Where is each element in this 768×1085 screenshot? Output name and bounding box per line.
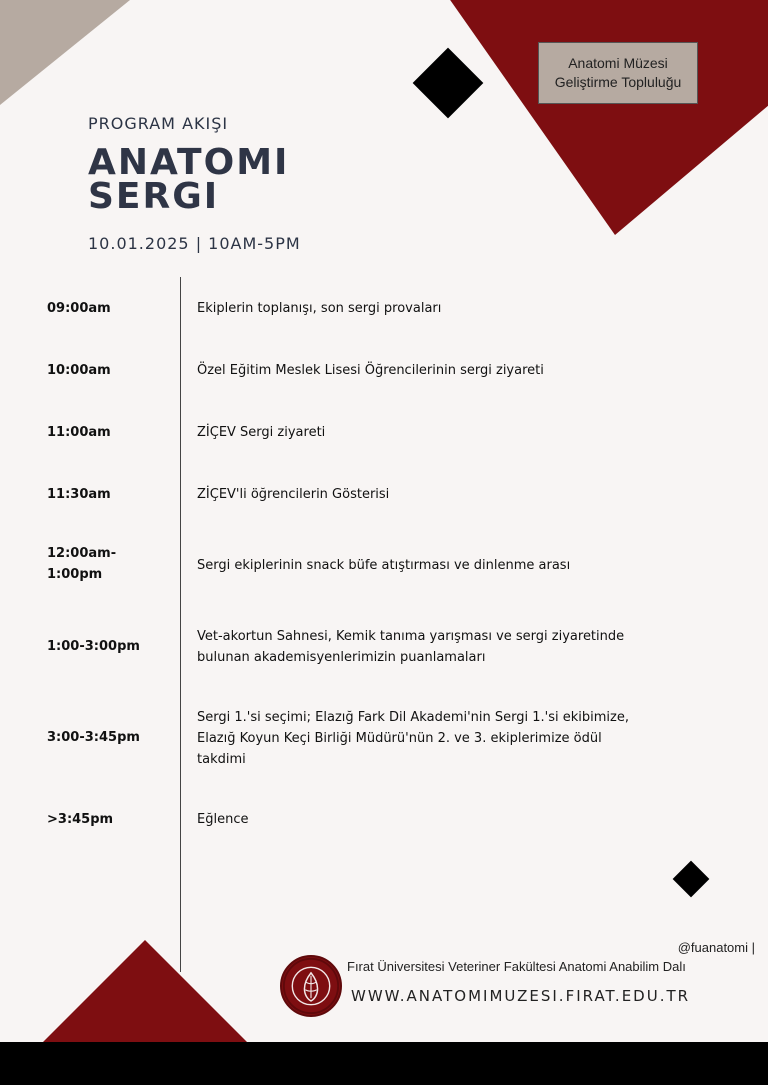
top-right-red-diamond	[380, 0, 768, 240]
schedule-time: 10:00am	[47, 363, 111, 378]
bottom-left-red-triangle	[43, 940, 247, 1042]
schedule-event: Vet-akortun Sahnesi, Kemik tanıma yarışması ve sergi ziyaretinde bulunan akademisyenlerimizin puanlamaları	[197, 629, 625, 665]
organization-badge: Anatomi Müzesi Geliştirme Topluluğu	[538, 42, 698, 104]
schedule-event: Sergi ekiplerinin snack büfe atıştırması ve dinlenme arası	[197, 558, 571, 573]
schedule-event: ZİÇEV'li öğrencilerin Gösterisi	[197, 487, 390, 502]
bottom-black-bar	[0, 1042, 768, 1085]
schedule-time: 12:00am- 1:00pm	[47, 546, 117, 582]
schedule-event: Sergi 1.'si seçimi; Elazığ Fark Dil Akademi'nin Sergi 1.'si ekibimize, Elazığ Koyun Keçi Birliği Müdürü'nün 2. ve 3. ekiplerimize ödül takdimi	[197, 710, 629, 767]
social-handle: @fuanatomi |	[677, 940, 755, 955]
schedule-divider	[180, 277, 181, 972]
schedule-event: ZİÇEV Sergi ziyareti	[197, 425, 326, 440]
event-date-time: 10.01.2025 | 10AM-5PM	[88, 234, 301, 253]
institution-name: Fırat Üniversitesi Veteriner Fakültesi Anatomi Anabilim Dalı	[347, 959, 686, 974]
schedule-event: Eğlence	[197, 812, 249, 827]
schedule-time: 3:00-3:45pm	[47, 730, 140, 745]
program-flow-label: PROGRAM AKIŞI	[88, 114, 229, 133]
schedule-event: Özel Eğitim Meslek Lisesi Öğrencilerinin sergi ziyareti	[197, 363, 544, 378]
schedule-time: >3:45pm	[47, 812, 114, 827]
page-title: ANATOMI SERGI	[88, 142, 290, 217]
faculty-seal-icon	[280, 955, 342, 1017]
top-left-taupe-triangle	[0, 0, 130, 105]
diamond-icon	[673, 861, 710, 898]
schedule-event: Ekiplerin toplanışı, son sergi provaları	[197, 301, 442, 316]
schedule-time: 11:30am	[47, 487, 111, 502]
schedule-time: 09:00am	[47, 301, 111, 316]
website-link[interactable]: WWW.ANATOMIMUZESI.FIRAT.EDU.TR	[351, 987, 691, 1005]
schedule-time: 1:00-3:00pm	[47, 639, 140, 654]
schedule-time: 11:00am	[47, 425, 111, 440]
